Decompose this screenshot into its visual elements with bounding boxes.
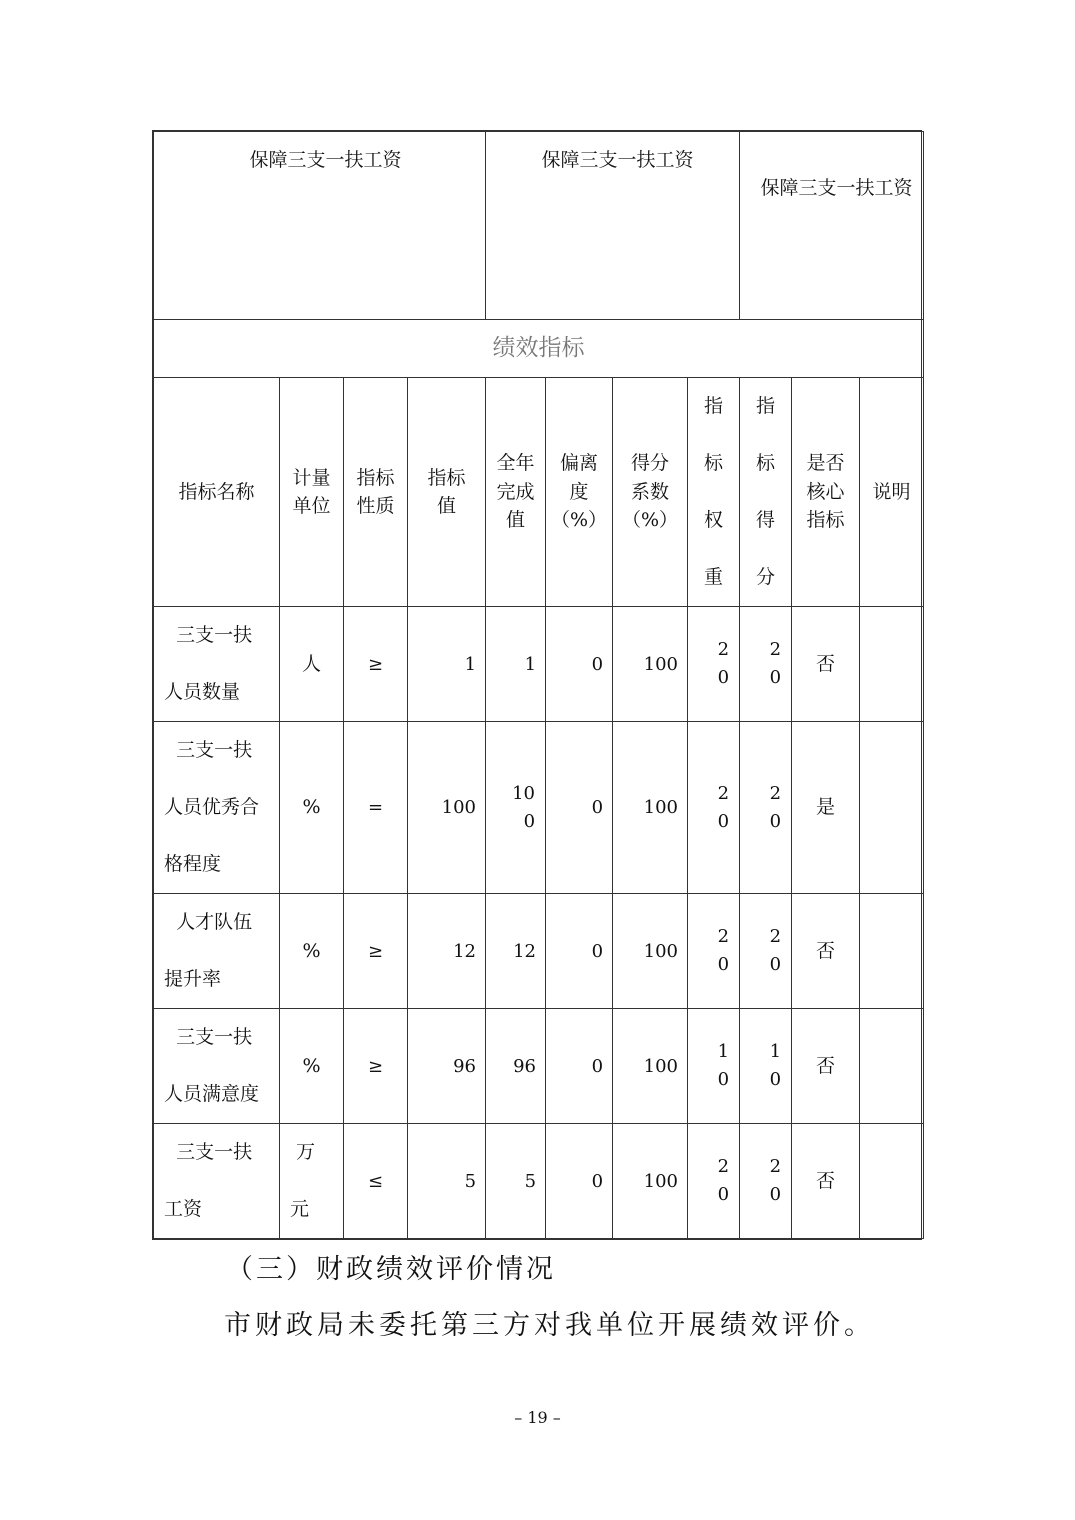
table-row: [154, 894, 924, 1009]
goal-cell-1: 保障三支一扶工资: [154, 132, 486, 320]
goal-cell-2: 保障三支一扶工资: [486, 132, 740, 320]
header-score: 指 标 得 分: [740, 378, 792, 607]
weight-cell: 2 0: [688, 1124, 740, 1239]
deviation-cell: 0: [546, 1009, 613, 1124]
coefficient-cell: 100: [613, 894, 688, 1009]
unit-cell: %: [280, 1009, 344, 1124]
indicator-name: 三支一扶 工资: [154, 1124, 280, 1239]
header-deviation: 偏离 度 （%）: [546, 378, 613, 607]
header-row: [154, 378, 924, 607]
unit-cell: %: [280, 894, 344, 1009]
score-cell: 2 0: [740, 894, 792, 1009]
note-cell: [860, 1124, 924, 1239]
core-cell: 否: [792, 1009, 860, 1124]
table-row: [154, 1009, 924, 1124]
section-row: [154, 320, 924, 378]
goal-row: [154, 132, 924, 320]
weight-cell: 2 0: [688, 894, 740, 1009]
nature-cell: ≤: [344, 1124, 408, 1239]
header-coefficient: 得分 系数 （%）: [613, 378, 688, 607]
actual-cell: 12: [486, 894, 546, 1009]
coefficient-cell: 100: [613, 1009, 688, 1124]
section-title: 绩效指标: [154, 320, 924, 378]
target-cell: 100: [408, 722, 486, 894]
table-row: [154, 722, 924, 894]
indicator-name: 三支一扶 人员满意度: [154, 1009, 280, 1124]
score-cell: 2 0: [740, 1124, 792, 1239]
core-cell: 是: [792, 722, 860, 894]
header-target: 指标 值: [408, 378, 486, 607]
table-row: [154, 1124, 924, 1239]
target-cell: 1: [408, 607, 486, 722]
actual-cell: 1: [486, 607, 546, 722]
header-unit: 计量 单位: [280, 378, 344, 607]
header-name: 指标名称: [154, 378, 280, 607]
performance-table-frame: [152, 130, 922, 1240]
core-cell: 否: [792, 894, 860, 1009]
actual-cell: 96: [486, 1009, 546, 1124]
actual-cell: 10 0: [486, 722, 546, 894]
body-paragraph: 市财政局未委托第三方对我单位开展绩效评价。: [224, 1310, 875, 1341]
header-note: 说明: [860, 378, 924, 607]
core-cell: 否: [792, 607, 860, 722]
indicator-name: 人才队伍 提升率: [154, 894, 280, 1009]
header-nature: 指标 性质: [344, 378, 408, 607]
section-heading: （三）财政绩效评价情况: [226, 1254, 556, 1285]
score-cell: 1 0: [740, 1009, 792, 1124]
actual-cell: 5: [486, 1124, 546, 1239]
nature-cell: ≥: [344, 607, 408, 722]
page-number: – 19 –: [514, 1408, 561, 1427]
nature-cell: =: [344, 722, 408, 894]
coefficient-cell: 100: [613, 722, 688, 894]
indicator-name: 三支一扶 人员优秀合 格程度: [154, 722, 280, 894]
nature-cell: ≥: [344, 894, 408, 1009]
weight-cell: 2 0: [688, 722, 740, 894]
coefficient-cell: 100: [613, 607, 688, 722]
unit-cell: 万 元: [280, 1124, 344, 1239]
deviation-cell: 0: [546, 607, 613, 722]
note-cell: [860, 894, 924, 1009]
unit-cell: 人: [280, 607, 344, 722]
target-cell: 5: [408, 1124, 486, 1239]
deviation-cell: 0: [546, 1124, 613, 1239]
unit-cell: %: [280, 722, 344, 894]
coefficient-cell: 100: [613, 1124, 688, 1239]
goal-cell-3: 保障三支一扶工资: [740, 132, 924, 320]
header-actual: 全年 完成 值: [486, 378, 546, 607]
header-weight: 指 标 权 重: [688, 378, 740, 607]
deviation-cell: 0: [546, 722, 613, 894]
core-cell: 否: [792, 1124, 860, 1239]
target-cell: 96: [408, 1009, 486, 1124]
performance-table: [153, 131, 924, 1239]
score-cell: 2 0: [740, 722, 792, 894]
table-row: [154, 607, 924, 722]
header-core: 是否 核心 指标: [792, 378, 860, 607]
note-cell: [860, 722, 924, 894]
note-cell: [860, 607, 924, 722]
target-cell: 12: [408, 894, 486, 1009]
nature-cell: ≥: [344, 1009, 408, 1124]
score-cell: 2 0: [740, 607, 792, 722]
deviation-cell: 0: [546, 894, 613, 1009]
weight-cell: 2 0: [688, 607, 740, 722]
indicator-name: 三支一扶 人员数量: [154, 607, 280, 722]
note-cell: [860, 1009, 924, 1124]
weight-cell: 1 0: [688, 1009, 740, 1124]
